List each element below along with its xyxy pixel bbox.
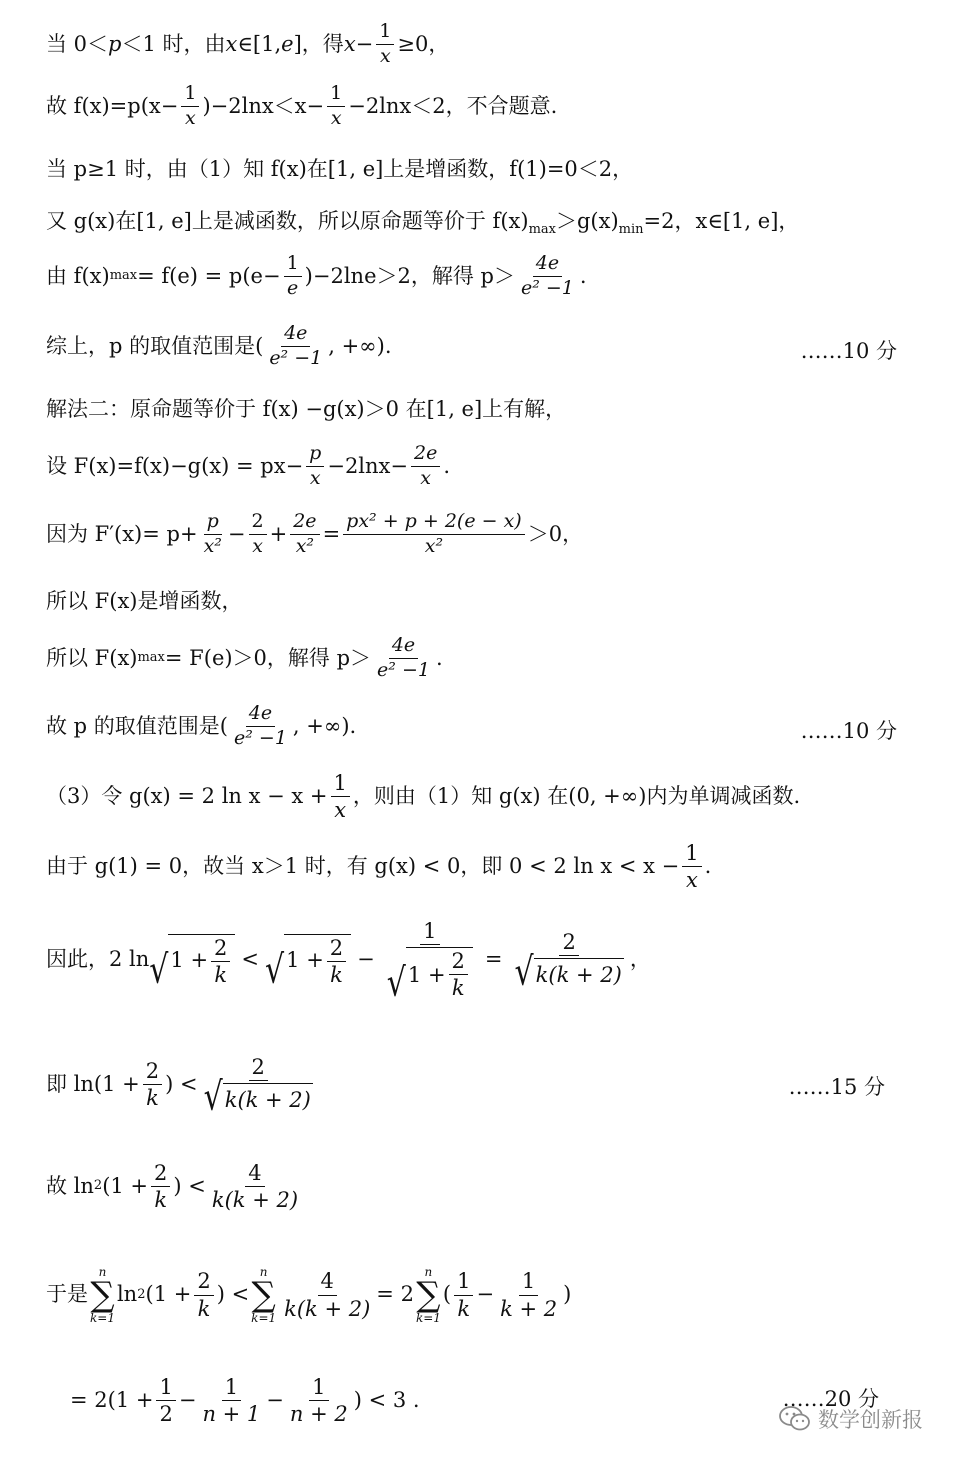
watermark	[778, 1404, 923, 1434]
text: （3）令 g(x) = 2 ln x − x +	[46, 783, 328, 808]
subscript: max	[109, 267, 138, 283]
line-10	[46, 588, 925, 615]
sqrt	[203, 1074, 313, 1121]
text: −	[355, 31, 374, 56]
text: .	[435, 645, 443, 670]
score-label: ……10 分	[800, 719, 897, 743]
score-label: ……15 分	[788, 1075, 885, 1099]
fraction	[518, 254, 577, 299]
text: 所以 F(x)	[46, 645, 138, 670]
text: ＜1 时，由	[121, 31, 226, 56]
text: )	[563, 1282, 572, 1307]
numerator: 1	[331, 772, 350, 797]
text: , +∞).	[328, 333, 392, 358]
sqrt	[514, 949, 624, 996]
text: , +∞).	[292, 713, 357, 738]
text: e	[281, 31, 294, 56]
fraction	[327, 84, 345, 129]
text: ]，得	[293, 31, 344, 56]
text: 所以 F(x)是增函数，	[46, 589, 243, 613]
denominator: 2	[159, 1402, 173, 1427]
text: 1 +	[407, 962, 446, 987]
text: 设 F(x)=f(x)−g(x) = px−	[46, 453, 304, 478]
denominator: x	[379, 44, 391, 67]
text: 综上，p 的取值范围是(	[46, 333, 264, 358]
denominator: k	[214, 962, 228, 987]
denominator: e² −1	[520, 276, 574, 299]
sum-lower: k=1	[90, 1311, 115, 1325]
numerator: px² + p + 2(e − x)	[343, 512, 525, 535]
radicand: k(k + 2)	[534, 958, 624, 988]
text: −	[357, 946, 375, 971]
radicand: k(k + 2)	[223, 1083, 313, 1113]
numerator: 1	[284, 254, 302, 277]
text: 当 0＜	[46, 31, 109, 56]
fraction	[199, 1376, 263, 1425]
text: (	[442, 1282, 452, 1307]
denominator: x	[334, 798, 347, 823]
numerator: 4e	[281, 324, 310, 347]
line-2	[46, 84, 925, 129]
sqrt	[265, 934, 351, 993]
denominator: k	[457, 1296, 471, 1321]
subscript: min	[618, 222, 644, 238]
fraction	[327, 937, 346, 986]
sqrt	[386, 947, 473, 1007]
text: x	[343, 31, 356, 56]
numerator: 4	[318, 1270, 337, 1295]
numerator: 1	[222, 1376, 241, 1401]
text: ，则由（1）知 g(x) 在(0, +∞)内为单调减函数.	[352, 783, 801, 808]
numerator: 4	[245, 1162, 264, 1187]
fraction	[181, 84, 199, 129]
text: 因为 F′(x)= p+	[46, 521, 198, 546]
text: ) <	[165, 1071, 198, 1096]
text: = f(e) = p(e−	[137, 263, 281, 288]
radicand	[284, 934, 351, 986]
denominator: x	[309, 466, 321, 489]
denominator: e² −1	[377, 658, 430, 681]
text: .	[443, 453, 451, 478]
numerator: 4e	[533, 254, 562, 277]
denominator	[384, 945, 476, 1007]
superscript: 2	[137, 1286, 146, 1302]
fraction	[290, 512, 319, 557]
fraction	[281, 1270, 373, 1319]
line-6	[46, 324, 925, 369]
text: −	[476, 1282, 495, 1307]
fraction	[682, 842, 701, 891]
radicand	[168, 934, 235, 986]
numerator: 4e	[246, 704, 275, 727]
denominator: k(k + 2)	[284, 1296, 371, 1321]
numerator: 1	[327, 84, 345, 107]
summation	[90, 1266, 115, 1324]
numerator: 1	[519, 1270, 538, 1295]
fraction	[231, 704, 290, 749]
text: ≥0，	[397, 31, 450, 56]
sum-lower: k=1	[251, 1311, 277, 1325]
text: 因此，2 ln	[46, 946, 150, 971]
numerator: 1	[309, 1376, 328, 1401]
fraction	[143, 1060, 162, 1109]
sum-upper: n	[424, 1265, 433, 1279]
denominator: x	[330, 106, 342, 129]
text: 1 +	[170, 948, 209, 973]
radical-sign: √	[149, 947, 169, 993]
summation	[416, 1266, 441, 1324]
text: =	[322, 521, 341, 546]
numerator: 1	[682, 842, 701, 867]
text: −	[178, 1387, 197, 1412]
text: )−2lnx＜x−	[202, 93, 325, 118]
wechat-icon	[778, 1405, 812, 1433]
text: 故 ln	[46, 1173, 94, 1198]
denominator: e² −1	[234, 726, 287, 749]
denominator: k	[154, 1188, 168, 1213]
line-11	[46, 636, 925, 681]
fraction	[151, 1162, 170, 1211]
fraction	[211, 937, 230, 986]
summation	[251, 1266, 276, 1324]
line-13	[46, 772, 925, 821]
text: )−2lne＞2，解得 p＞	[304, 263, 515, 288]
line-4	[46, 208, 925, 239]
numerator: 1	[181, 84, 199, 107]
watermark-text: 数学创新报	[818, 1408, 923, 1432]
denominator: n + 1	[202, 1402, 261, 1427]
numerator: 2e	[290, 512, 319, 535]
text: =2，x∈[1, e]，	[643, 209, 800, 233]
line-14	[46, 842, 925, 891]
text: <	[241, 946, 260, 971]
sum-symbol: ∑	[251, 1275, 276, 1315]
subscript: max	[528, 222, 556, 238]
text: x	[225, 31, 238, 56]
radicand	[406, 947, 473, 999]
numerator: 1	[454, 1270, 473, 1295]
radical-sign: √	[386, 960, 406, 1007]
text: 即 ln(1 +	[46, 1071, 140, 1096]
denominator: x²	[424, 534, 444, 557]
denominator: x	[185, 106, 196, 129]
denominator: x²	[295, 534, 315, 557]
text: 又 g(x)在[1, e]上是减函数，所以原命题等价于 f(x)	[46, 209, 529, 233]
text: −2lnx−	[327, 453, 408, 478]
fraction	[249, 512, 267, 557]
numerator: 4e	[389, 636, 418, 659]
text: −2lnx＜2，不合题意.	[348, 93, 558, 118]
denominator: k(k + 2)	[211, 1188, 299, 1213]
text: −	[227, 521, 246, 546]
denominator: e² −1	[269, 346, 323, 369]
radical-sign: √	[203, 1074, 223, 1121]
fraction	[384, 919, 476, 1007]
denominator: k	[451, 976, 465, 1001]
text: −	[266, 1387, 284, 1412]
fraction	[497, 1270, 560, 1319]
denominator	[201, 1074, 316, 1121]
denominator: x	[685, 868, 698, 893]
radical-sign: √	[514, 949, 534, 996]
numerator: 2	[249, 512, 267, 535]
line-15	[46, 919, 925, 1007]
denominator: x²	[203, 534, 222, 557]
superscript: 2	[93, 1178, 103, 1194]
numerator: p	[204, 512, 222, 535]
sqrt	[149, 934, 235, 993]
fraction	[201, 1055, 316, 1121]
numerator: 2	[327, 937, 346, 962]
sum-symbol: ∑	[90, 1275, 115, 1315]
numerator: 2	[211, 937, 230, 962]
fraction	[343, 512, 525, 557]
text: ∈[1,	[237, 31, 282, 56]
text: ) <	[173, 1173, 206, 1198]
text: p	[108, 31, 122, 56]
text: (1 +	[145, 1282, 192, 1307]
numerator: 2e	[411, 444, 440, 467]
denominator: k	[197, 1296, 211, 1321]
sum-upper: n	[259, 1265, 268, 1279]
text: ＞0，	[527, 521, 584, 546]
text: 解法二：原命题等价于 f(x) −g(x)＞0 在[1, e]上有解，	[46, 397, 567, 421]
text: 当 p≥1 时，由（1）知 f(x)在[1, e]上是增函数，f(1)=0＜2，	[46, 157, 634, 181]
text: = F(e)＞0，解得 p＞	[164, 645, 372, 670]
fraction	[156, 1376, 175, 1425]
fraction	[306, 444, 324, 489]
text: ) <	[216, 1282, 250, 1307]
fraction	[512, 930, 627, 996]
line-12	[46, 704, 925, 749]
numerator: 2	[194, 1270, 213, 1295]
fraction	[374, 636, 433, 681]
sum-upper: n	[98, 1265, 107, 1279]
denominator: x	[420, 466, 432, 489]
sum-lower: k=1	[415, 1311, 441, 1325]
text: .	[704, 853, 712, 878]
numerator: 1	[376, 22, 394, 45]
subscript: max	[137, 649, 165, 665]
line-1	[46, 22, 925, 67]
text: 故 f(x)=p(x−	[46, 93, 179, 118]
text: = 2(1 +	[70, 1387, 154, 1412]
score-label: ……20 分	[782, 1387, 879, 1411]
fraction	[201, 512, 225, 557]
denominator: k	[330, 962, 343, 987]
score-label: ……10 分	[800, 339, 897, 363]
sum-symbol: ∑	[416, 1275, 441, 1315]
text: ln	[116, 1282, 138, 1307]
text: ＞g(x)	[555, 209, 619, 233]
fraction	[209, 1162, 301, 1211]
text: 1 +	[286, 948, 324, 973]
denominator: e	[287, 276, 299, 299]
line-17	[46, 1162, 925, 1211]
denominator: n + 2	[289, 1402, 348, 1427]
numerator: 2	[559, 931, 578, 956]
text: 于是	[46, 1282, 88, 1307]
radical-sign: √	[265, 947, 285, 993]
denominator: x	[252, 534, 263, 557]
fraction	[266, 324, 325, 369]
numerator: 2	[249, 1056, 268, 1081]
line-16	[46, 1055, 925, 1121]
text: (1 +	[102, 1173, 149, 1198]
text: .	[579, 263, 587, 288]
denominator: k + 2	[500, 1296, 558, 1321]
fraction	[194, 1270, 213, 1319]
line-9	[46, 512, 925, 557]
fraction	[411, 444, 440, 489]
fraction	[284, 254, 302, 299]
numerator: 2	[151, 1162, 170, 1187]
text: ，	[629, 946, 651, 971]
line-7	[46, 396, 925, 423]
text: = 2	[376, 1282, 414, 1307]
text: ) < 3 .	[353, 1387, 420, 1412]
text: 由于 g(1) = 0，故当 x＞1 时，有 g(x) < 0，即 0 < 2 ln x < x −	[46, 853, 680, 878]
fraction	[331, 772, 350, 821]
numerator: 2	[449, 950, 468, 975]
fraction	[376, 22, 394, 67]
text: 故 p 的取值范围是(	[46, 713, 228, 738]
fraction	[454, 1270, 473, 1319]
line-18	[46, 1266, 925, 1324]
numerator: 1	[156, 1376, 175, 1401]
fraction	[449, 950, 468, 999]
numerator: p	[306, 444, 324, 467]
line-5	[46, 254, 925, 299]
text: +	[269, 521, 288, 546]
denominator	[512, 949, 627, 996]
text: =	[484, 946, 503, 971]
denominator: k	[146, 1086, 159, 1111]
line-8	[46, 444, 925, 489]
text: 由 f(x)	[46, 263, 110, 288]
numerator: 1	[420, 920, 439, 945]
fraction	[287, 1376, 351, 1425]
numerator: 2	[143, 1060, 162, 1085]
line-3	[46, 156, 925, 183]
